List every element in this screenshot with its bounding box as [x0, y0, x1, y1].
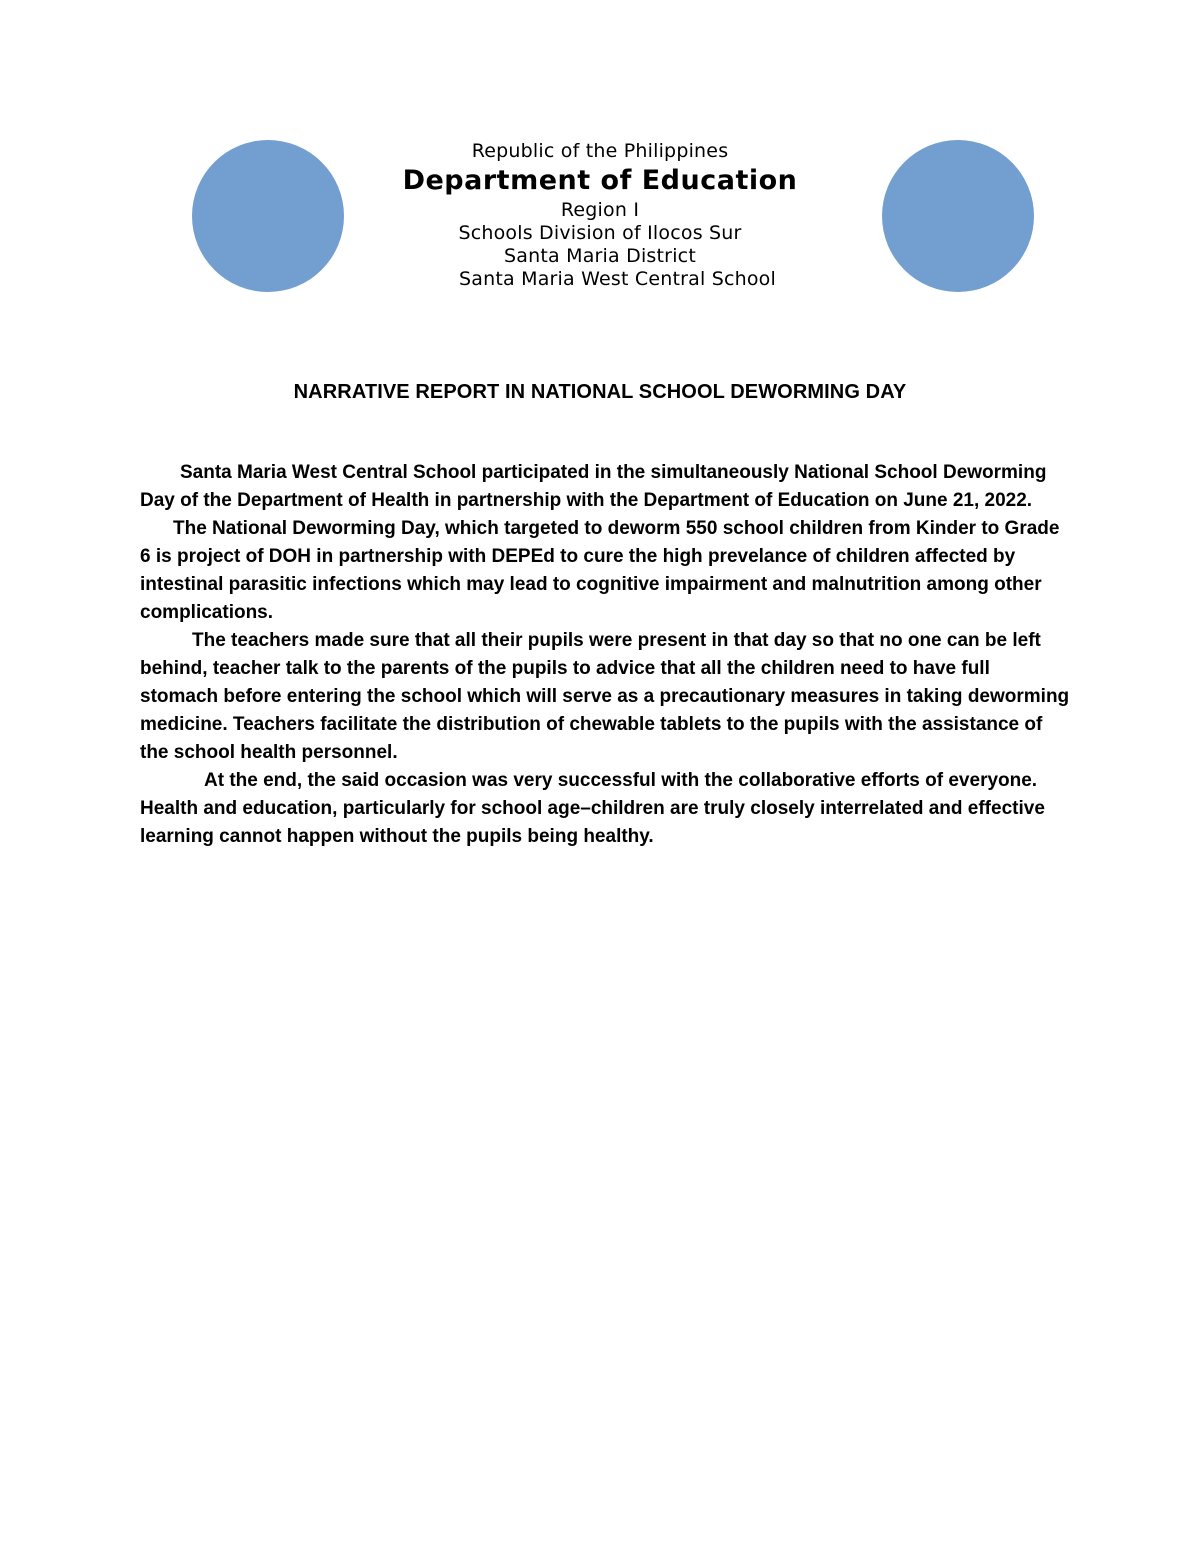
report-body [140, 459, 1070, 851]
paragraph-2: The National Deworming Day, which targeted to deworm 550 school children from Kinder to Grade 6 is project of DOH in partnership with DEPEd to cure the high prevelance of children affected by intestinal parasitic infections which may lead to cognitive impairment and malnutrition among other complications. [140, 518, 1060, 623]
report-title: NARRATIVE REPORT IN NATIONAL SCHOOL DEWORMING DAY [293, 381, 907, 403]
letterhead [0, 140, 1200, 291]
paragraph-3: The teachers made sure that all their pupils were present in that day so that no one can be left behind, teacher talk to the parents of the pupils to advice that all the children need to have full stomach before entering the school which will serve as a precautionary measures in taking deworming medicine. Teachers facilitate the distribution of chewable tablets to the pupils with the assistance of the school health personnel. [140, 630, 1070, 763]
paragraph-1: Santa Maria West Central School participated in the simultaneously National School Deworming Day of the Department of Health in partnership with the Department of Education on June 21, 2022. [140, 462, 1047, 511]
paragraph-4: At the end, the said occasion was very successful with the collaborative efforts of everyone. Health and education, particularly for school age–children are truly closely interrelated and effective learning cannot happen without the pupils being healthy. [140, 770, 1045, 847]
school-line: Santa Maria West Central School [459, 268, 776, 290]
department-name: Department of Education [402, 165, 798, 196]
division-line: Schools Division of Ilocos Sur [458, 222, 742, 244]
republic-line: Republic of the Philippines [471, 140, 729, 162]
region-line: Region I [560, 199, 640, 221]
district-line: Santa Maria District [504, 245, 696, 267]
